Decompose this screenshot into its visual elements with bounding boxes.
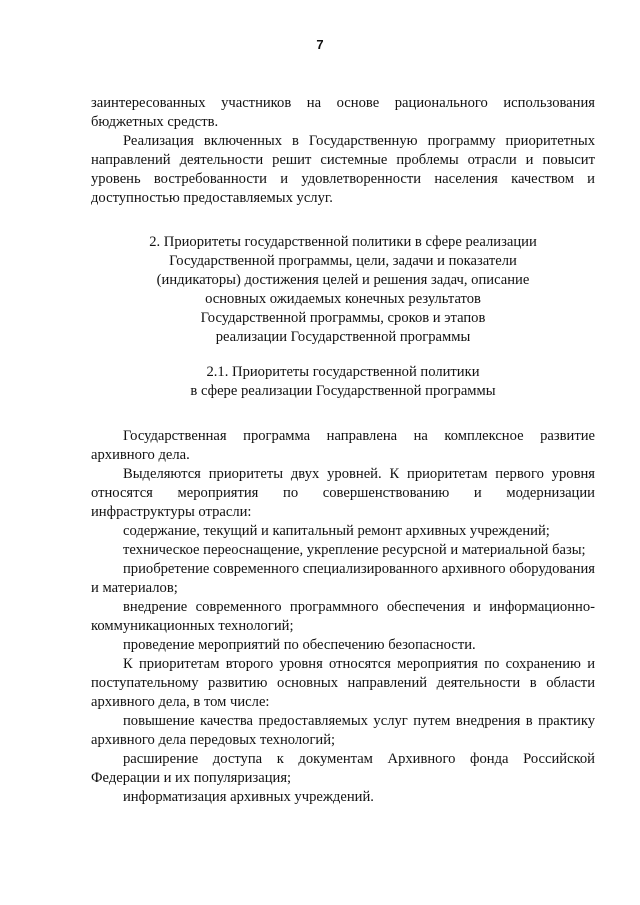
list-item: проведение мероприятий по обеспечению безопасности. <box>123 637 476 653</box>
list-item: повышение качества предоставляемых услуг путем внедрения в практику архивного дела передовых технологий; <box>91 713 595 748</box>
list-item: информатизация архивных учреждений. <box>123 789 374 805</box>
heading-line: Государственной программы, сроков и этапов <box>200 310 486 326</box>
paragraph: заинтересованных участников на основе рационального использования бюджетных средств. <box>91 95 595 130</box>
list-item: расширение доступа к документам Архивного фонда Российской Федерации и их популяризация; <box>91 751 595 786</box>
heading-line: в сфере реализации Государственной программы <box>190 383 496 399</box>
heading-line: 2. Приоритеты государственной политики в сфере реализации <box>149 234 537 250</box>
list-item: внедрение современного программного обеспечения и информационно-коммуникационных технологий; <box>91 599 595 634</box>
main-body <box>91 427 595 807</box>
heading-line: Государственной программы, цели, задачи и показатели <box>169 253 517 269</box>
paragraph: Государственная программа направлена на комплексное развитие архивного дела. <box>91 428 595 463</box>
list-item: содержание, текущий и капитальный ремонт архивных учреждений; <box>123 523 550 539</box>
subsection-heading <box>91 363 595 401</box>
heading-line: реализации Государственной программы <box>215 329 471 345</box>
list-item: техническое переоснащение, укрепление ресурсной и материальной базы; <box>123 542 586 558</box>
paragraph: Выделяются приоритеты двух уровней. К приоритетам первого уровня относятся мероприятия по совершенствованию и модернизации инфраструктуры отрасли: <box>91 466 595 520</box>
page-number: 7 <box>316 37 324 52</box>
heading-line: основных ожидаемых конечных результатов <box>205 291 481 307</box>
paragraph: К приоритетам второго уровня относятся мероприятия по сохранению и поступательному развитию основных направлений деятельности в области архивного дела, в том числе: <box>91 656 595 710</box>
heading-line: (индикаторы) достижения целей и решения задач, описание <box>156 272 530 288</box>
section-heading <box>91 233 595 347</box>
list-item: приобретение современного специализированного архивного оборудования и материалов; <box>91 561 595 596</box>
paragraph: Реализация включенных в Государственную программу приоритетных направлений деятельности решит системные проблемы отрасли и повысит уровень востребованности и удовлетворенности населения качеством и доступностью предоставляемых услуг. <box>91 133 595 206</box>
intro-block <box>91 94 595 208</box>
heading-line: 2.1. Приоритеты государственной политики <box>206 364 480 380</box>
